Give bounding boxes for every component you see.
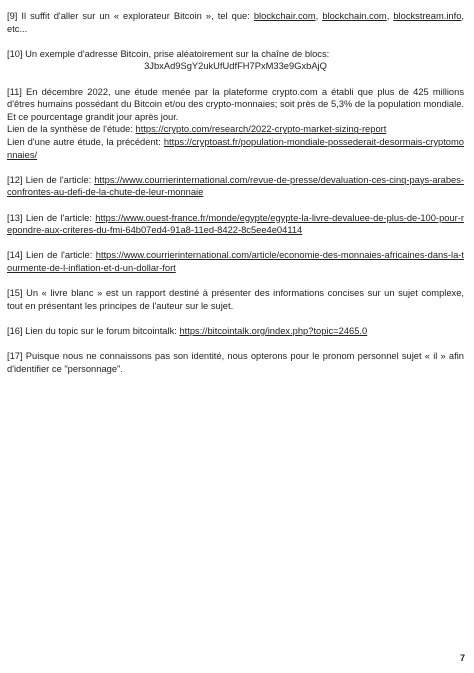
link-bitcointalk-topic[interactable]: https://bitcointalk.org/index.php?topic=2465.0 [179,325,368,336]
footnote-11: [11] En décembre 2022, une étude menée par la plateforme crypto.com a établi que plus de 425 millions d'êtres humains possédant du Bitcoin et/ou des crypto-monnaies; soit près de 5,3% de la population mondiale. Et ce pourcentage grandit jour après jour. Lien de la synthèse de l'étude: https://crypto.com/research/2022-crypto-market-sizing-report Lien d'une autre étude, la précédent: https://cryptoast.fr/population-mondiale-possederait-desormais-cryptomonnaies/ [7,86,464,160]
footnote-15: [15] Un « livre blanc » est un rapport destiné à présenter des informations concises sur un sujet complexe, tout en présentant les principes de l'auteur sur le sujet. [7,288,464,311]
page-number: 7 [459,653,465,663]
footnote-9: [9] Il suffit d'aller sur un « explorateur Bitcoin », tel que: blockchair.com, blockchain.com, blockstream.info, etc... [7,11,464,34]
footnote-11-text: [11] En décembre 2022, une étude menée par la plateforme crypto.com a établi que plus de 425 millions d'êtres humains possédant du Bitcoin et/ou des crypto-monnaies; soit près de 5,3% de la population mondiale. Et ce pourcentage grandit jour après jour. [7,86,464,122]
link-ouest-france-egypte[interactable]: https://www.ouest-france.fr/monde/egypte/egypte-la-livre-devaluee-de-plus-de-100-pour-repondre-aux-criteres-du-fmi-64b07ed4-91a8-11ed-8422-8c5ee4e04114 [7,212,464,236]
footnote-17: [17] Puisque nous ne connaissons pas son identité, nous opterons pour le pronom personnel sujet « il » afin d'identifier ce "personnage". [7,351,464,374]
link-blockstream[interactable]: blockstream.info [393,11,462,21]
link-blockchain[interactable]: blockchain.com [322,11,387,21]
footnotes-section [7,10,464,388]
footnote-13: [13] Lien de l'article: https://www.ouest-france.fr/monde/egypte/egypte-la-livre-devaluee-de-plus-de-100-pour-repondre-aux-criteres-du-fmi-64b07ed4-91a8-11ed-8422-8c5ee4e04114 [7,212,464,236]
link-cryptoast-study[interactable]: https://cryptoast.fr/population-mondiale-possederait-desormais-cryptomonnaies/ [7,136,464,160]
bitcoin-address: 3JbxAd9SgY2ukUfUdfFH7PxM33e9GxbAjQ [144,61,327,72]
footnote-16: [16] Lien du topic sur le forum bitcointalk: https://bitcointalk.org/index.php?topic=2465.0 [7,325,368,336]
footnote-12: [12] Lien de l'article: https://www.courrierinternational.com/revue-de-presse/devaluation-ces-cinq-pays-arabes-confrontes-au-defi-de-la-chute-de-leur-monnaie [7,174,464,198]
footnote-14: [14] Lien de l'article: https://www.courrierinternational.com/article/economie-des-monnaies-africaines-dans-la-tourmente-de-l-inflation-et-d-un-dollar-fort [7,250,464,273]
link-courrier-devaluation[interactable]: https://www.courrierinternational.com/revue-de-presse/devaluation-ces-cinq-pays-arabes-confrontes-au-defi-de-la-chute-de-leur-monnaie [7,174,464,198]
footnote-10-text: [10] Un exemple d'adresse Bitcoin, prise aléatoirement sur la chaîne de blocs: [7,48,330,59]
footnote-10 [7,48,464,73]
link-blockchair[interactable]: blockchair.com [253,11,316,21]
link-crypto-com-report[interactable]: https://crypto.com/research/2022-crypto-market-sizing-report [135,124,387,135]
link-courrier-monnaies-africaines[interactable]: https://www.courrierinternational.com/article/economie-des-monnaies-africaines-dans-la-tourmente-de-l-inflation-et-d-un-dollar-fort [7,250,464,273]
